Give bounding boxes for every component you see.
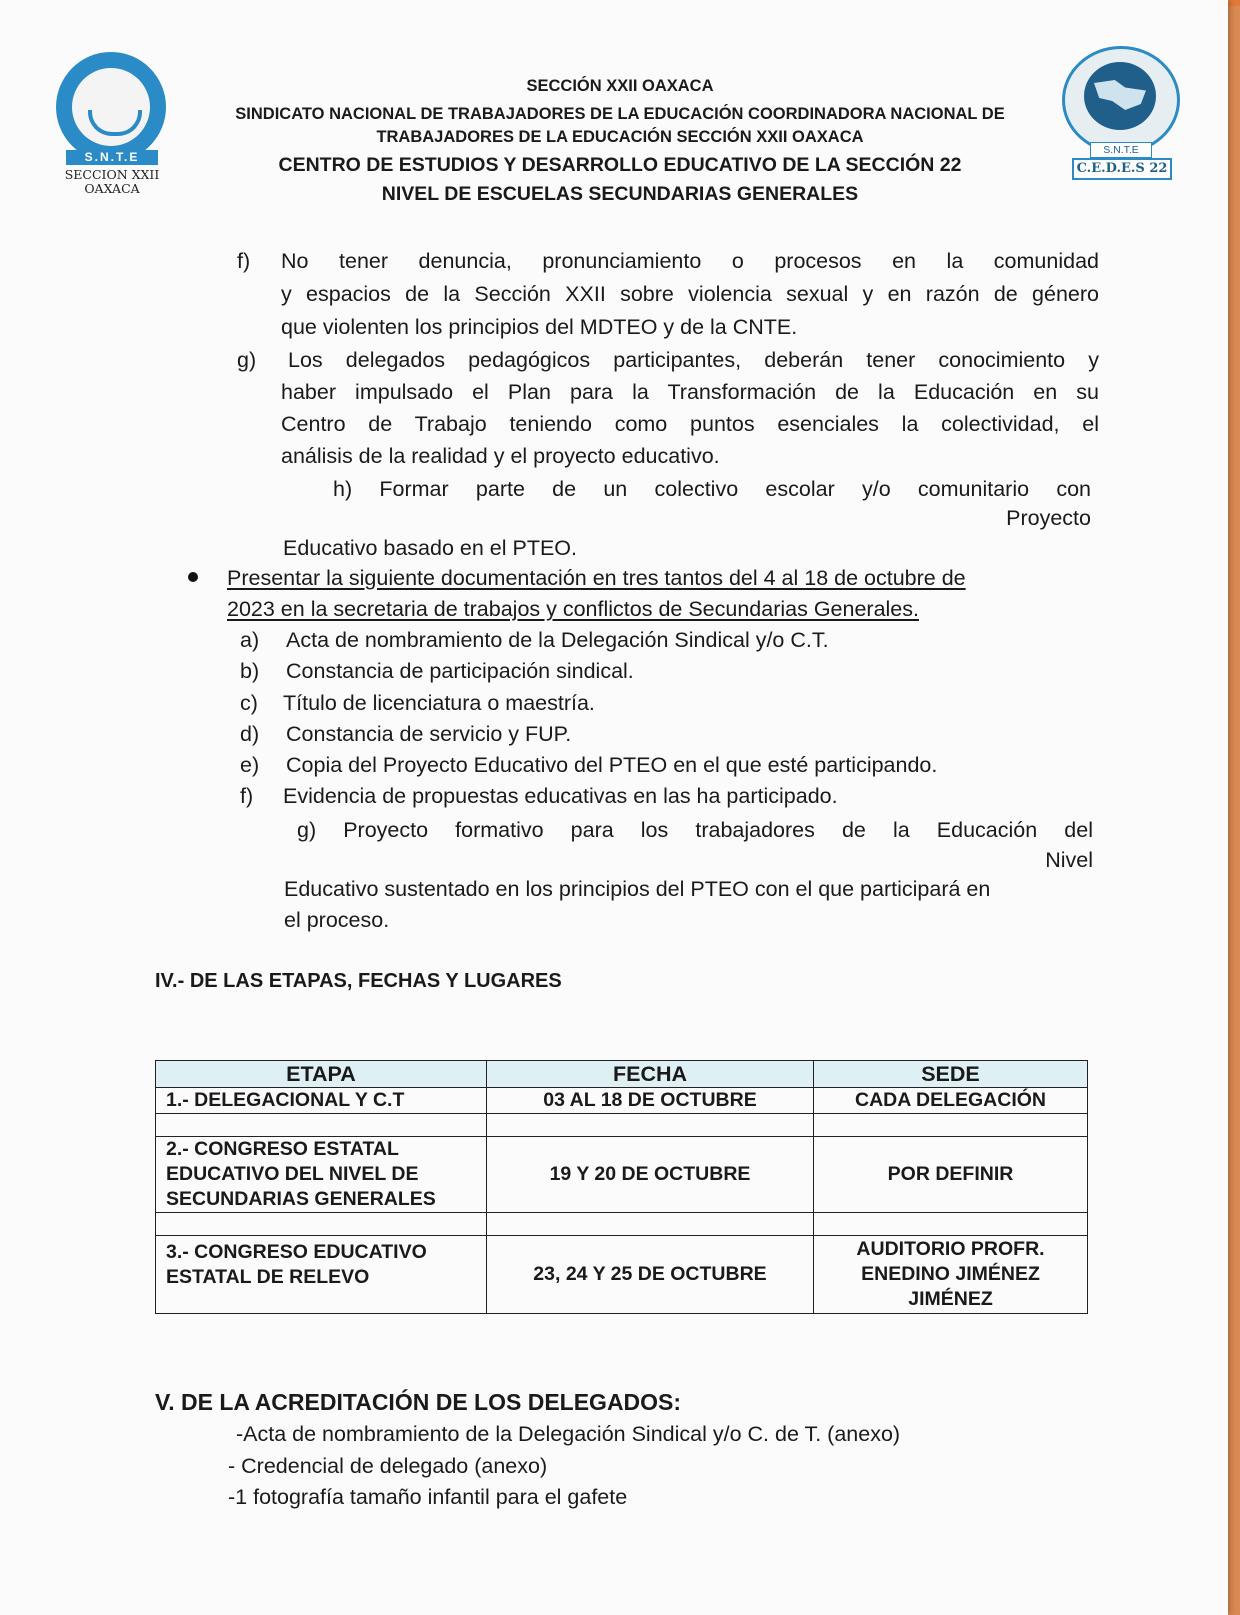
column-header-fecha: FECHA: [487, 1061, 814, 1088]
accreditation-item: -Acta de nombramiento de la Delegación Sindical y/o C. de T. (anexo): [236, 1422, 901, 1446]
column-header-sede: SEDE: [814, 1061, 1088, 1088]
logo-tag-cedes: C.E.D.E.S 22: [1072, 158, 1172, 180]
cell-fecha: 03 AL 18 DE OCTUBRE: [487, 1088, 814, 1114]
section-v-title: V. DE LA ACREDITACIÓN DE LOS DELEGADOS:: [155, 1389, 682, 1415]
list-item: a) Acta de nombramiento de la Delegación Sindical y/o C.T.: [240, 628, 829, 652]
list-item: f) Evidencia de propuestas educativas en las ha participado.: [240, 784, 838, 809]
cell-etapa: [156, 1236, 487, 1314]
table-row: [156, 1236, 1088, 1314]
list-item: d) Constancia de servicio y FUP.: [240, 721, 572, 746]
table-row: [156, 1137, 1088, 1213]
empty-cell: [487, 1114, 814, 1137]
cell-line: SECUNDARIAS GENERALES: [166, 1188, 436, 1210]
cell-line: ESTATAL DE RELEVO: [166, 1266, 370, 1288]
snte-seccion-xxii-logo: [52, 52, 172, 202]
logo-caption-line2: OAXACA: [84, 181, 140, 196]
documentation-g-line1: g) Proyecto formativo para los trabajadores de la Educación del: [297, 818, 1093, 842]
req-h-line3: Educativo basado en el PTEO.: [283, 536, 578, 560]
table-header-row: [156, 1061, 1088, 1088]
accreditation-item: - Credencial de delegado (anexo): [228, 1454, 548, 1478]
cell-line: AUDITORIO PROFR.: [856, 1238, 1045, 1260]
empty-cell: [487, 1213, 814, 1236]
section-iv-title: IV.- DE LAS ETAPAS, FECHAS Y LUGARES: [155, 970, 562, 992]
bullet-icon: [188, 572, 198, 582]
empty-cell: [156, 1114, 487, 1137]
documentation-intro-line1: Presentar la siguiente documentación en tres tantos del 4 al 18 de octubre de: [227, 566, 966, 590]
documentation-g-line3: Educativo sustentado en los principios del PTEO con el que participará en: [284, 877, 991, 901]
cell-fecha: 23, 24 Y 25 DE OCTUBRE: [487, 1236, 814, 1314]
cell-line: JIMÉNEZ: [908, 1288, 993, 1310]
cell-etapa: [156, 1137, 487, 1213]
cell-line: ENEDINO JIMÉNEZ: [861, 1263, 1040, 1285]
stages-table: [155, 1060, 1088, 1314]
cell-line: EDUCATIVO DEL NIVEL DE: [166, 1163, 419, 1185]
req-g-line2: haber impulsado el Plan para la Transformación de la Educación en su: [281, 380, 1099, 404]
cell-sede: [814, 1236, 1088, 1314]
cedes-22-logo: [1058, 46, 1178, 176]
req-g-marker: g): [237, 348, 257, 372]
req-g-line4: análisis de la realidad y el proyecto educativo.: [281, 444, 720, 468]
req-g-line1: Los delegados pedagógicos participantes, deberán tener conocimiento y: [288, 348, 1099, 372]
logo-tag: S.N.T.E: [66, 150, 158, 165]
header-union-line1: SINDICATO NACIONAL DE TRABAJADORES DE LA EDUCACIÓN COORDINADORA NACIONAL DE: [235, 105, 1005, 123]
empty-cell: [814, 1114, 1088, 1137]
header-center-line1: CENTRO DE ESTUDIOS Y DESARROLLO EDUCATIVO DE LA SECCIÓN 22: [278, 154, 962, 176]
req-f-line1: No tener denuncia, pronunciamiento o procesos en la comunidad: [281, 249, 1099, 273]
req-f-line3: que violenten los principios del MDTEO y de la CNTE.: [281, 315, 798, 339]
table-spacer-row: [156, 1114, 1088, 1137]
cell-sede: POR DEFINIR: [814, 1137, 1088, 1213]
list-item: e) Copia del Proyecto Educativo del PTEO en el que esté participando.: [240, 753, 938, 778]
req-f-marker: f): [237, 249, 251, 273]
table-spacer-row: [156, 1213, 1088, 1236]
list-item: c) Título de licenciatura o maestría.: [240, 690, 595, 715]
column-header-etapa: ETAPA: [156, 1061, 487, 1088]
logo-tag-snte: S.N.T.E: [1090, 142, 1152, 158]
documentation-g-line2: Nivel: [1045, 848, 1093, 872]
header-section-title: SECCIÓN XXII OAXACA: [526, 77, 714, 95]
req-h-line1: h) Formar parte de un colectivo escolar y/o comunitario con: [333, 477, 1091, 501]
header-center-name: [180, 151, 1060, 209]
req-g-line3: Centro de Trabajo teniendo como puntos esenciales la colectividad, el: [281, 412, 1099, 436]
documentation-g-line4: el proceso.: [284, 908, 390, 932]
documentation-list: [240, 625, 1100, 813]
cell-fecha: 19 Y 20 DE OCTUBRE: [487, 1137, 814, 1213]
table-row: [156, 1088, 1088, 1114]
cell-sede: CADA DELEGACIÓN: [814, 1088, 1088, 1114]
documentation-intro-line2: 2023 en la secretaria de trabajos y conflictos de Secundarias Generales.: [227, 597, 919, 621]
cell-etapa: 1.- DELEGACIONAL Y C.T: [156, 1088, 487, 1114]
logo-caption-line1: SECCION XXII: [64, 167, 160, 182]
req-f-line2: y espacios de la Sección XXII sobre violencia sexual y en razón de género: [281, 282, 1099, 306]
empty-cell: [814, 1213, 1088, 1236]
header-union-line2: TRABAJADORES DE LA EDUCACIÓN SECCIÓN XXII OAXACA: [376, 128, 864, 146]
cell-line: 3.- CONGRESO EDUCATIVO: [166, 1241, 427, 1263]
req-h-line2: Proyecto: [1006, 506, 1091, 530]
empty-cell: [156, 1213, 487, 1236]
header-union-name: [180, 103, 1060, 149]
logo-caption: [52, 168, 172, 196]
accreditation-item: -1 fotografía tamaño infantil para el gafete: [228, 1485, 628, 1509]
header-center-line2: NIVEL DE ESCUELAS SECUNDARIAS GENERALES: [381, 183, 859, 205]
cell-line: 2.- CONGRESO ESTATAL: [166, 1138, 399, 1160]
list-item: b) Constancia de participación sindical.: [240, 659, 634, 684]
